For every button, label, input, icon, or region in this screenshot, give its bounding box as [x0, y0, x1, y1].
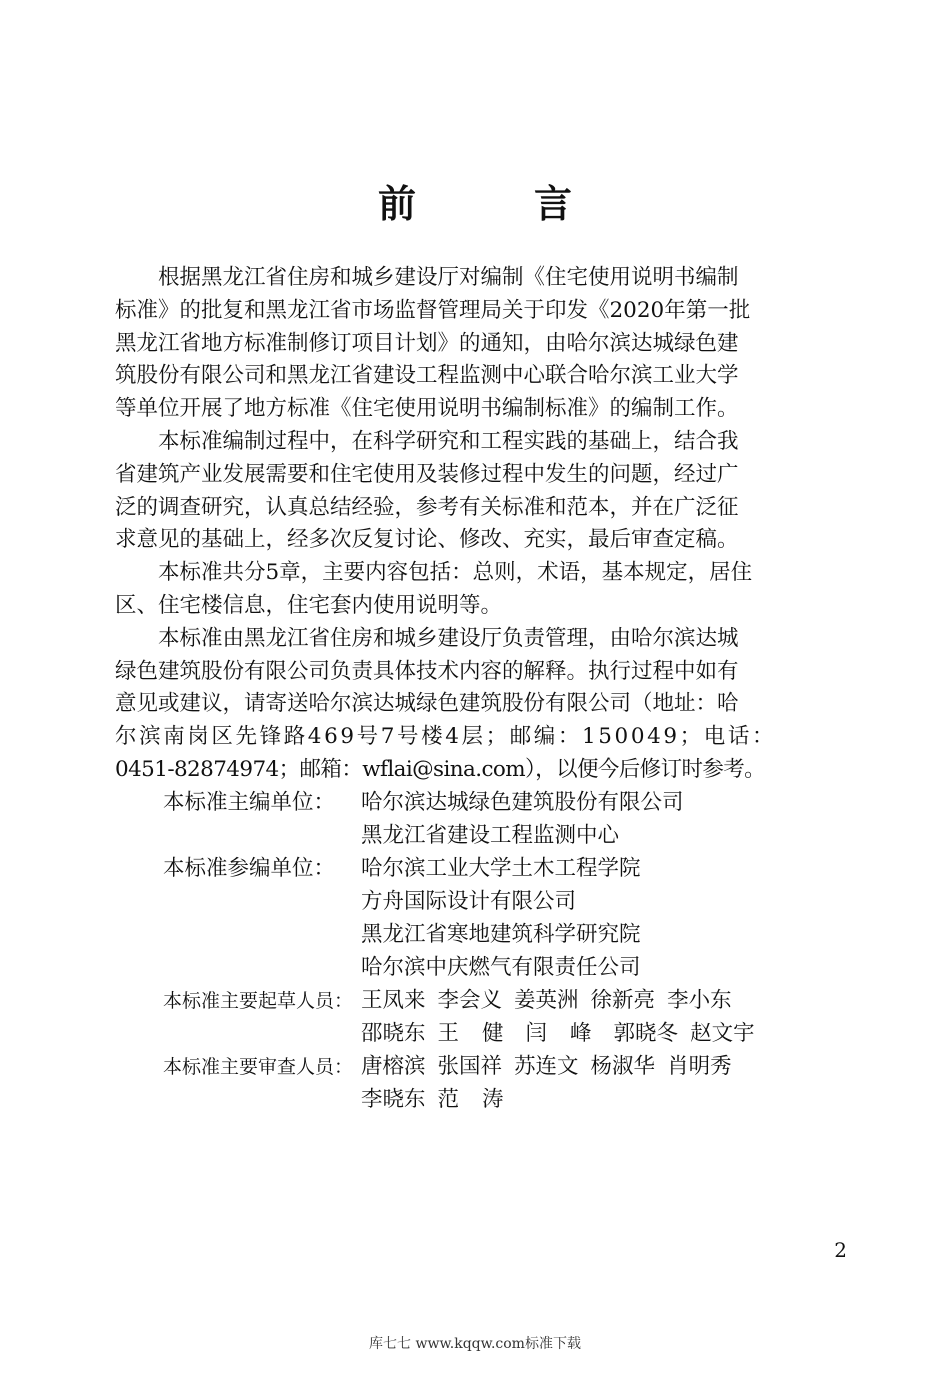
reviewers-label — [163, 1051, 361, 1084]
person-name: 邵晓东 — [361, 1021, 426, 1046]
paragraph-2 — [115, 426, 850, 557]
text-line: 意见或建议，请寄送哈尔滨达城绿色建筑股份有限公司（地址：哈 — [115, 691, 739, 717]
reviewers-row-1 — [361, 1051, 744, 1084]
text-line: 尔滨南岗区先锋路469号7号楼4层；邮编：150049；电话： — [115, 724, 777, 750]
footer-watermark-text: 库七七 www.kqqw.com标准下载 — [369, 1336, 581, 1352]
preface-body — [115, 262, 850, 787]
person-name: 张国祥 — [437, 1054, 503, 1079]
text-line: 区、住宅楼信息，住宅套内使用说明等。 — [115, 592, 503, 618]
person-name: 李会义 — [437, 988, 503, 1013]
label-text: 本标准参编单位： — [163, 856, 336, 881]
chief-unit-2: 黑龙江省建设工程监测中心 — [361, 823, 620, 848]
chief-unit-1: 哈尔滨达城绿色建筑股份有限公司 — [361, 790, 684, 815]
person-name: 郭晓冬 — [613, 1021, 679, 1046]
text-line: 本标准由黑龙江省住房和城乡建设厅负责管理，由哈尔滨达城 — [158, 625, 739, 651]
text-line: 0451-82874974；邮箱：wflai@sina.com），以便今后修订时参考。 — [115, 756, 766, 782]
person-name: 范涛 — [437, 1087, 527, 1112]
person-name: 杨淑华 — [590, 1054, 656, 1079]
chief-units-label — [163, 787, 361, 820]
text-line: 绿色建筑股份有限公司负责具体技术内容的解释。执行过程中如有 — [115, 658, 739, 684]
text-line: 根据黑龙江省住房和城乡建设厅对编制《住宅使用说明书编制 — [158, 265, 739, 290]
text-line: 标准》的批复和黑龙江省市场监督管理局关于印发《2020年第一批 — [115, 297, 751, 323]
paragraph-1 — [115, 262, 850, 426]
drafters-row-2 — [361, 1018, 767, 1051]
person-name: 王健 — [437, 1021, 527, 1046]
person-name: 肖明秀 — [667, 1054, 732, 1079]
participating-units-label — [163, 853, 361, 886]
text-line: 省建筑产业发展需要和住宅使用及装修过程中发生的问题，经过广 — [115, 461, 739, 487]
drafters-row-1 — [361, 985, 744, 1018]
page-number: 2 — [834, 1238, 847, 1262]
label-text: 本标准主要起草人员： — [163, 990, 354, 1012]
participating-unit-2: 方舟国际设计有限公司 — [361, 889, 577, 914]
label-text: 本标准主要审查人员： — [163, 1056, 354, 1078]
text-line: 本标准共分5章，主要内容包括：总则，术语，基本规定，居住 — [158, 560, 753, 586]
text-line: 筑股份有限公司和黑龙江省建设工程监测中心联合哈尔滨工业大学 — [115, 363, 739, 389]
person-name: 赵文宇 — [690, 1021, 755, 1046]
participating-unit-3: 黑龙江省寒地建筑科学研究院 — [361, 922, 641, 947]
person-name: 李晓东 — [361, 1087, 426, 1112]
person-name: 李小东 — [667, 988, 732, 1013]
paragraph-3 — [115, 557, 850, 623]
text-line: 本标准编制过程中，在科学研究和工程实践的基础上，结合我 — [158, 428, 739, 454]
page-title: 前 言 — [377, 181, 612, 226]
text-line: 求意见的基础上，经多次反复讨论、修改、充实，最后审查定稿。 — [115, 527, 739, 553]
participating-unit-1: 哈尔滨工业大学土木工程学院 — [361, 856, 641, 881]
person-name: 闫峰 — [525, 1021, 615, 1046]
person-name: 姜英洲 — [514, 988, 579, 1013]
text-line: 等单位开展了地方标准《住宅使用说明书编制标准》的编制工作。 — [115, 396, 739, 422]
text-line: 泛的调查研究，认真总结经验，参考有关标准和范本，并在广泛征 — [115, 494, 739, 520]
reviewers-row-2 — [361, 1084, 526, 1117]
label-text: 本标准主编单位： — [163, 790, 336, 815]
text-line: 黑龙江省地方标准制修订项目计划》的通知，由哈尔滨达城绿色建 — [115, 330, 739, 356]
person-name: 徐新亮 — [590, 988, 656, 1013]
person-name: 唐榕滨 — [361, 1054, 426, 1079]
participating-unit-4: 哈尔滨中庆燃气有限责任公司 — [361, 955, 641, 980]
person-name: 苏连文 — [514, 1054, 579, 1079]
person-name: 王凤来 — [361, 988, 426, 1013]
paragraph-4 — [115, 623, 850, 787]
drafters-label — [163, 985, 361, 1018]
